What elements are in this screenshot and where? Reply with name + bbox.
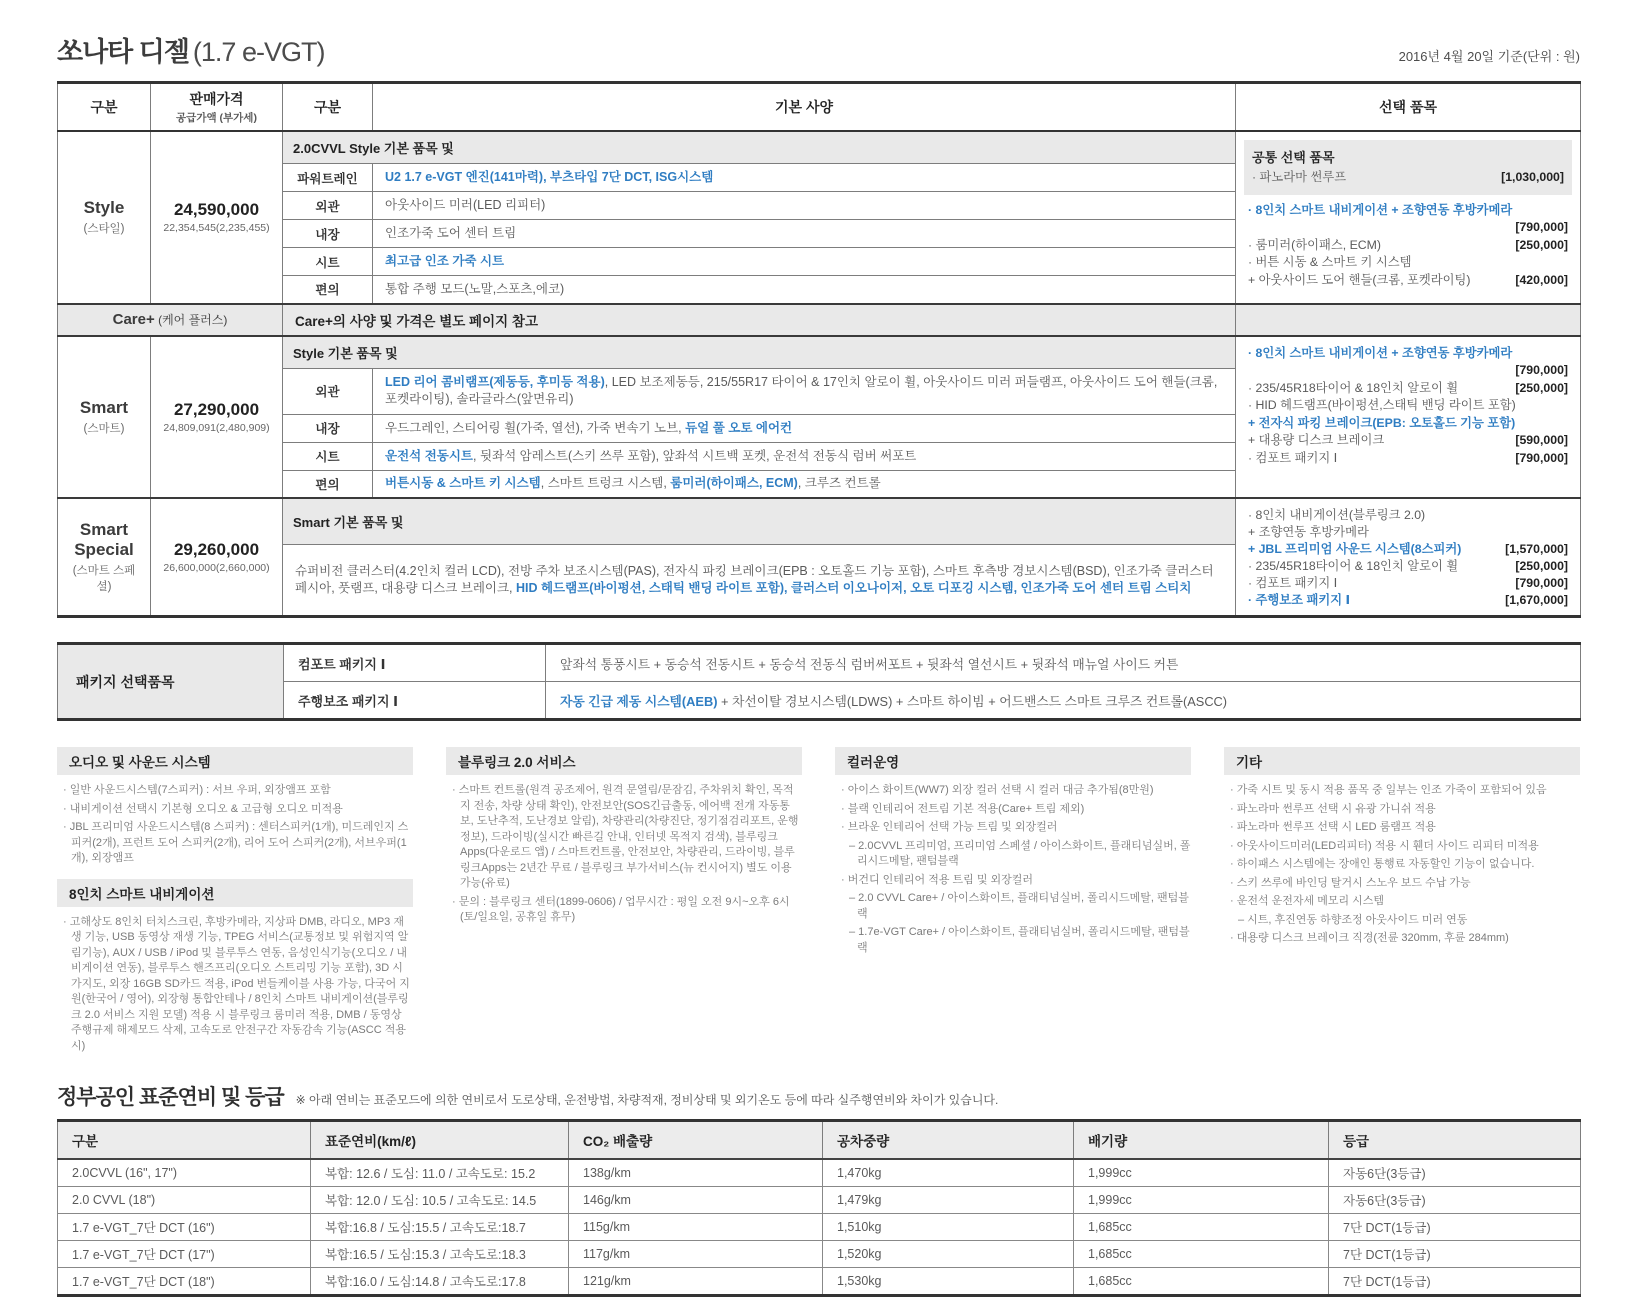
footnote-item: · JBL 프리미엄 사운드시스템(8 스피커) : 센터스피커(1개), 미드레인지 스피커(2개), 프런트 도어 스피커(2개), 리어 도어 스피커(2개), 서브우퍼(1개), 외장앰프 <box>63 821 409 864</box>
footnote-item: – 2.0CVVL 프리미엄, 프리미엄 스페셜 / 아이스화이트, 플래티넘실버, 폴리시드메탈, 팬텀블랙 <box>849 839 1191 867</box>
footnote-color <box>835 747 1191 1057</box>
style-subheader-row <box>58 131 1581 164</box>
fuel-cell: 1,530kg <box>823 1268 1074 1296</box>
style-options-cell <box>1236 131 1581 304</box>
package-table <box>57 642 1581 721</box>
fuel-cell: 117g/km <box>569 1241 823 1268</box>
package-desc: 앞좌석 통풍시트 + 동승석 전동시트 + 동승석 전동식 럼버써포트 + 뒷좌석 열선시트 + 뒷좌석 매뉴얼 사이드 커튼 <box>546 644 1581 682</box>
date-note: 2016년 4월 20일 기준(단위 : 원) <box>1398 49 1580 64</box>
care-plus-options-cell <box>1236 304 1581 336</box>
footnotes <box>57 747 1580 1057</box>
fuel-cell: 복합: 12.6 / 도심: 11.0 / 고속도로: 15.2 <box>311 1159 569 1187</box>
footnote-item: · 운전석 운전자세 메모리 시스템 <box>1230 895 1385 907</box>
trim-care-plus: Care+ (케어 플러스) <box>58 304 283 336</box>
footnote-item: · 하이패스 시스템에는 장애인 통행료 자동할인 기능이 없습니다. <box>1230 858 1535 870</box>
spec-value: LED 리어 콤비램프(제동등, 후미등 적용), LED 보조제동등, 215/55R17 타이어 & 17인치 알로이 휠, 아웃사이드 미러 퍼들램프, 아웃사이드 도어 핸들(크롬, 포켓라이팅), 솔라글라스(앞면유리) <box>373 368 1236 414</box>
fuel-cell: 146g/km <box>569 1187 823 1214</box>
fuel-section-header <box>57 1081 1580 1111</box>
option-line: · 8인치 스마트 내비게이션 + 조향연동 후방카메라 <box>1248 202 1513 217</box>
footnote-item: · 대용량 디스크 브레이크 직경(전륜 320mm, 후륜 284mm) <box>1230 932 1509 944</box>
model-name: 쏘나타 디젤 <box>57 37 189 67</box>
spec-row: 내장 우드그레인, 스티어링 휠(가죽, 열선), 가죽 변속기 노브, 듀얼 풀 오토 에어컨 <box>58 414 1581 442</box>
titlebar <box>57 30 1580 69</box>
trim-style: Style (스타일) <box>58 131 151 304</box>
fuel-cell: 1,685cc <box>1074 1268 1329 1296</box>
spec-value: 운전석 전동시트, 뒷좌석 암레스트(스키 쓰루 포함), 앞좌석 시트백 포켓, 운전석 전동식 럼버 써포트 <box>373 442 1236 470</box>
fuel-cell: 121g/km <box>569 1268 823 1296</box>
care-plus-row <box>58 304 1581 336</box>
fuel-header: 등급 <box>1329 1121 1581 1160</box>
spec-table <box>57 81 1581 618</box>
option-line: · 8인치 내비게이션(블루링크 2.0) <box>1248 508 1426 522</box>
spec-value: U2 1.7 e-VGT 엔진(141마력), 부츠타입 7단 DCT, ISG시스템 <box>373 164 1236 192</box>
spec-value: 통합 주행 모드(노말,스포츠,에코) <box>373 276 1236 304</box>
smart-special-content: 슈퍼비전 클러스터(4.2인치 컬러 LCD), 전방 주차 보조시스템(PAS), 전자식 파킹 브레이크(EPB : 오토홀드 기능 포함), 스마트 후측방 경보시스템(BSD), 인조가죽 클러스터 페시아, 풋램프, 대용량 디스크 브레이크, HID 헤드램프(바이펑션, 스태틱 밴딩 라이트 포함), 클러스터 이오나이저, 오토 디포깅 시스템, 인조가죽 도어 센터 트림 스티치 <box>283 545 1236 617</box>
footnote-item: · 파노라마 썬루프 선택 시 유광 가니쉬 적용 <box>1230 802 1436 815</box>
package-name: 주행보조 패키지 Ⅰ <box>284 682 546 720</box>
fuel-row <box>58 1214 1581 1241</box>
option-line: · 주행보조 패키지 Ⅰ [1,670,000] <box>1248 593 1568 607</box>
option-line: + 조향연동 후방카메라 <box>1248 525 1369 539</box>
spec-row: 외관 LED 리어 콤비램프(제동등, 후미등 적용), LED 보조제동등, 215/55R17 타이어 & 17인치 알로이 휠, 아웃사이드 미러 퍼들램프, 아웃사이드 도어 핸들(크롬, 포켓라이팅), 솔라글라스(앞면유리) <box>58 368 1581 414</box>
fuel-cell: 1,520kg <box>823 1241 1074 1268</box>
spec-row: 시트 운전석 전동시트, 뒷좌석 암레스트(스키 쓰루 포함), 앞좌석 시트백 포켓, 운전석 전동식 럼버 써포트 <box>58 442 1581 470</box>
spec-value: 최고급 인조 가죽 시트 <box>373 248 1236 276</box>
spec-value: 아웃사이드 미러(LED 리피터) <box>373 192 1236 220</box>
fuel-cell: 115g/km <box>569 1214 823 1241</box>
option-line: · 8인치 스마트 내비게이션 + 조향연동 후방카메라 <box>1248 345 1513 360</box>
spec-row: 내장 인조가죽 도어 센터 트림 <box>58 220 1581 248</box>
header-options: 선택 품목 <box>1236 83 1581 132</box>
footnote-item: · 스키 쓰루에 바인딩 탈거시 스노우 보드 수납 가능 <box>1230 876 1471 889</box>
trim-smart: Smart (스마트) <box>58 336 151 499</box>
fuel-cell: 7단 DCT(1등급) <box>1329 1241 1581 1268</box>
price-style: 24,590,000 22,354,545(2,235,455) <box>151 131 283 304</box>
fuel-cell: 1,685cc <box>1074 1214 1329 1241</box>
fuel-row <box>58 1268 1581 1296</box>
header-trim: 구분 <box>58 83 151 132</box>
price-smart-special: 29,260,000 26,600,000(2,660,000) <box>151 498 283 617</box>
fuel-section-note: ※ 아래 연비는 표준모드에 의한 연비로서 도로상태, 운전방법, 차량적재, 정비상태 및 외기온도 등에 따라 실주행연비와 차이가 있습니다. <box>295 1093 999 1107</box>
fuel-cell: 2.0CVVL (16", 17") <box>58 1159 311 1187</box>
fuel-row <box>58 1187 1581 1214</box>
fuel-section-title: 정부공인 표준연비 및 등급 <box>57 1086 284 1109</box>
package-row <box>58 644 1581 682</box>
option-line: + 전자식 파킹 브레이크(EPB: 오토홀드 기능 포함) <box>1248 415 1516 430</box>
care-plus-note: Care+의 사양 및 가격은 별도 페이지 참고 <box>283 304 1236 336</box>
fuel-header: 공차중량 <box>823 1121 1074 1160</box>
spec-row: 편의 버튼시동 & 스마트 키 시스템, 스마트 트렁크 시스템, 룸미러(하이패스, ECM), 크루즈 컨트롤 <box>58 470 1581 498</box>
footnote-title: 컬러운영 <box>835 747 1191 775</box>
smart-special-subheader-row <box>58 498 1581 545</box>
fuel-cell: 7단 DCT(1등급) <box>1329 1268 1581 1296</box>
fuel-row <box>58 1159 1581 1187</box>
spec-header-row <box>58 83 1581 132</box>
package-table-title: 패키지 선택품목 <box>58 644 284 720</box>
fuel-cell: 1,510kg <box>823 1214 1074 1241</box>
option-line: · 235/45R18타이어 & 18인치 알로이 휠 [250,000] <box>1248 559 1568 573</box>
footnote-title: 8인치 스마트 내비게이션 <box>57 879 413 907</box>
smart-subheader: Style 기본 품목 및 <box>283 336 1236 369</box>
price-smart: 27,290,000 24,809,091(2,480,909) <box>151 336 283 499</box>
header-category: 구분 <box>283 83 373 132</box>
header-price-sub: 공급가액 (부가세) <box>176 112 257 124</box>
option-line: · 룸미러(하이패스, ECM) [250,000] <box>1248 237 1568 252</box>
fuel-header: 구분 <box>58 1121 311 1160</box>
smart-special-subheader: Smart 기본 품목 및 <box>283 498 1236 545</box>
fuel-cell: 1,999cc <box>1074 1159 1329 1187</box>
fuel-cell: 1,479kg <box>823 1187 1074 1214</box>
fuel-table <box>57 1119 1581 1297</box>
page-title <box>57 30 324 69</box>
trim-smart-special: Smart Special (스마트 스페셜) <box>58 498 151 617</box>
option-line: [790,000] <box>1515 220 1568 234</box>
fuel-cell: 2.0 CVVL (18") <box>58 1187 311 1214</box>
option-line: + 아웃사이드 도어 핸들(크롬, 포켓라이팅) [420,000] <box>1248 272 1568 287</box>
fuel-cell: 1,999cc <box>1074 1187 1329 1214</box>
spec-value: 인조가죽 도어 센터 트림 <box>373 220 1236 248</box>
option-line: · 컴포트 패키지 Ⅰ [790,000] <box>1248 576 1568 590</box>
fuel-cell: 1,470kg <box>823 1159 1074 1187</box>
common-options-box <box>1244 140 1572 195</box>
fuel-header: 표준연비(km/ℓ) <box>311 1121 569 1160</box>
footnote-item: · 스마트 컨트롤(원격 공조제어, 원격 문열림/문잠김, 주차위치 확인, 목적지 전송, 차량 상태 확인), 안전보안(SOS긴급출동, 에어백 전개 자동통보, 도난추적, 도난경보 알림), 차량관리(차량진단, 정기점검리포트, 운행정보), 드라이빙(실시간 빠른길 안내, 인터넷 목적지 검색), 블루링크Apps(다운로드 앱) / 스마트컨트롤, 안전보안, 차량관리, 드라이빙, 블루링크Apps는 2년간 무료 / 블루링크 부가서비스(뉴 컨시어지) 별도 이용 가능(유료) <box>452 784 799 889</box>
option-line: + 대용량 디스크 브레이크 [590,000] <box>1248 433 1568 447</box>
spec-row: 파워트레인 U2 1.7 e-VGT 엔진(141마력), 부츠타입 7단 DCT, ISG시스템 <box>58 164 1581 192</box>
fuel-header: CO₂ 배출량 <box>569 1121 823 1160</box>
footnote-item: · 버건디 인테리어 적용 트림 및 외장컬러 <box>841 873 1034 886</box>
footnote-item: – 2.0 CVVL Care+ / 아이스화이트, 플래티넘실버, 폴리시드메탈, 팬텀블랙 <box>849 892 1189 920</box>
footnote-item: – 시트, 후진연동 하향조정 아웃사이드 미러 연동 <box>1238 913 1468 926</box>
footnote-item: – 1.7e-VGT Care+ / 아이스화이트, 플래티넘실버, 폴리시드메탈, 팬텀블랙 <box>849 926 1190 954</box>
footnote-item: · 고해상도 8인치 터치스크린, 후방카메라, 지상파 DMB, 라디오, MP3 재생 기능, USB 동영상 재생 기능, TPEG 서비스(교통정보 및 위험지역 알림기능), AUX / USB / iPod 및 블루투스 연동, 음성인식기능(오디오 / 내비게이션 연동), 블루투스 핸즈프리(오디오 스트리밍 기능 포함), 3D 시가지도, 외장 16GB SD카드 적용, iPod 번들케이블 사용 가능, 다국어 지원(한국어 / 영어), 외장형 통합안테나 / 8인치 스마트 내비게이션(블루링크 2.0 서비스 지원 모델) 적용 시 블루링크 룸미러 적용, DMB / 동영상 주행규제 해제모드 삭제, 고속도로 안전구간 자동감속 기능(ASCC 적용 시) <box>63 915 410 1052</box>
footnote-item: · 블랙 인테리어 전트림 기본 적용(Care+ 트림 제외) <box>841 802 1085 815</box>
spec-value: 우드그레인, 스티어링 휠(가죽, 열선), 가죽 변속기 노브, 듀얼 풀 오토 에어컨 <box>373 414 1236 442</box>
fuel-cell: 138g/km <box>569 1159 823 1187</box>
footnote-item: · 브라운 인테리어 선택 가능 트림 및 외장컬러 <box>841 821 1058 833</box>
fuel-cell: 1,685cc <box>1074 1241 1329 1268</box>
footnote-audio <box>57 747 413 1057</box>
fuel-header-row <box>58 1121 1581 1160</box>
footnote-bluelink <box>446 747 802 1057</box>
header-price: 판매가격 공급가액 (부가세) <box>151 83 283 132</box>
footnote-title: 블루링크 2.0 서비스 <box>446 747 802 775</box>
header-base-spec: 기본 사양 <box>373 83 1236 132</box>
fuel-cell: 1.7 e-VGT_7단 DCT (17") <box>58 1241 311 1268</box>
spec-value: 버튼시동 & 스마트 키 시스템, 스마트 트렁크 시스템, 룸미러(하이패스, ECM), 크루즈 컨트롤 <box>373 470 1236 498</box>
spec-row: 시트 최고급 인조 가죽 시트 <box>58 248 1581 276</box>
footnote-title: 기타 <box>1224 747 1580 775</box>
footnote-etc <box>1224 747 1580 1057</box>
option-line: [790,000] <box>1515 363 1568 377</box>
footnote-item: · 내비게이션 선택시 기본형 오디오 & 고급형 오디오 미적용 <box>63 802 343 815</box>
smart-options-cell <box>1236 336 1581 499</box>
footnote-title: 오디오 및 사운드 시스템 <box>57 747 413 775</box>
fuel-cell: 자동6단(3등급) <box>1329 1159 1581 1187</box>
option-line: · 235/45R18타이어 & 18인치 알로이 휠 [250,000] <box>1248 380 1568 395</box>
footnote-item: · 아웃사이드미러(LED리피터) 적용 시 휀더 사이드 리피터 미적용 <box>1230 839 1539 852</box>
fuel-header: 배기량 <box>1074 1121 1329 1160</box>
style-subheader: 2.0CVVL Style 기본 품목 및 <box>283 131 1236 164</box>
footnote-item: · 문의 : 블루링크 센터(1899-0606) / 업무시간 : 평일 오전 9시~오후 6시(토/일요일, 공휴일 휴무) <box>452 895 790 923</box>
option-line: · HID 헤드램프(바이펑션,스태틱 밴딩 라이트 포함) <box>1248 398 1516 412</box>
fuel-cell: 복합: 12.0 / 도심: 10.5 / 고속도로: 14.5 <box>311 1187 569 1214</box>
smart-special-options-cell <box>1236 498 1581 617</box>
option-line: + JBL 프리미엄 사운드 시스템(8스피커) [1,570,000] <box>1248 542 1568 556</box>
spec-row: 편의 통합 주행 모드(노말,스포츠,에코) <box>58 276 1581 304</box>
fuel-cell: 7단 DCT(1등급) <box>1329 1214 1581 1241</box>
fuel-cell: 자동6단(3등급) <box>1329 1187 1581 1214</box>
option-line: · 컴포트 패키지 Ⅰ [790,000] <box>1248 450 1568 465</box>
package-name: 컴포트 패키지 Ⅰ <box>284 644 546 682</box>
engine-variant: (1.7 e-VGT) <box>192 37 325 67</box>
package-row <box>58 682 1581 720</box>
smart-subheader-row <box>58 336 1581 369</box>
fuel-cell: 복합:16.5 / 도심:15.3 / 고속도로:18.3 <box>311 1241 569 1268</box>
common-options-title: 공통 선택 품목 <box>1252 150 1335 165</box>
footnote-item: · 일반 사운드시스템(7스피커) : 서브 우퍼, 외장앰프 포함 <box>63 784 331 796</box>
fuel-cell: 복합:16.0 / 도심:14.8 / 고속도로:17.8 <box>311 1268 569 1296</box>
footnote-item: · 아이스 화이트(WW7) 외장 컬러 선택 시 컬러 대금 추가됨(8만원) <box>841 784 1154 796</box>
option-line: · 파노라마 썬루프 [1,030,000] <box>1252 170 1564 184</box>
fuel-cell: 1.7 e-VGT_7단 DCT (16") <box>58 1214 311 1241</box>
footnote-item: · 파노라마 썬루프 선택 시 LED 룸램프 적용 <box>1230 821 1436 833</box>
package-desc: 자동 긴급 제동 시스템(AEB) + 차선이탈 경보시스템(LDWS) + 스마트 하이빔 + 어드밴스드 스마트 크루즈 컨트롤(ASCC) <box>546 682 1581 720</box>
option-line: · 버튼 시동 & 스마트 키 시스템 <box>1248 255 1412 269</box>
fuel-cell: 복합:16.8 / 도심:15.5 / 고속도로:18.7 <box>311 1214 569 1241</box>
fuel-cell: 1.7 e-VGT_7단 DCT (18") <box>58 1268 311 1296</box>
footnote-item: · 가죽 시트 및 동시 적용 품목 중 일부는 인조 가죽이 포함되어 있음 <box>1230 784 1547 796</box>
spec-row: 외관 아웃사이드 미러(LED 리피터) <box>58 192 1581 220</box>
fuel-row <box>58 1241 1581 1268</box>
